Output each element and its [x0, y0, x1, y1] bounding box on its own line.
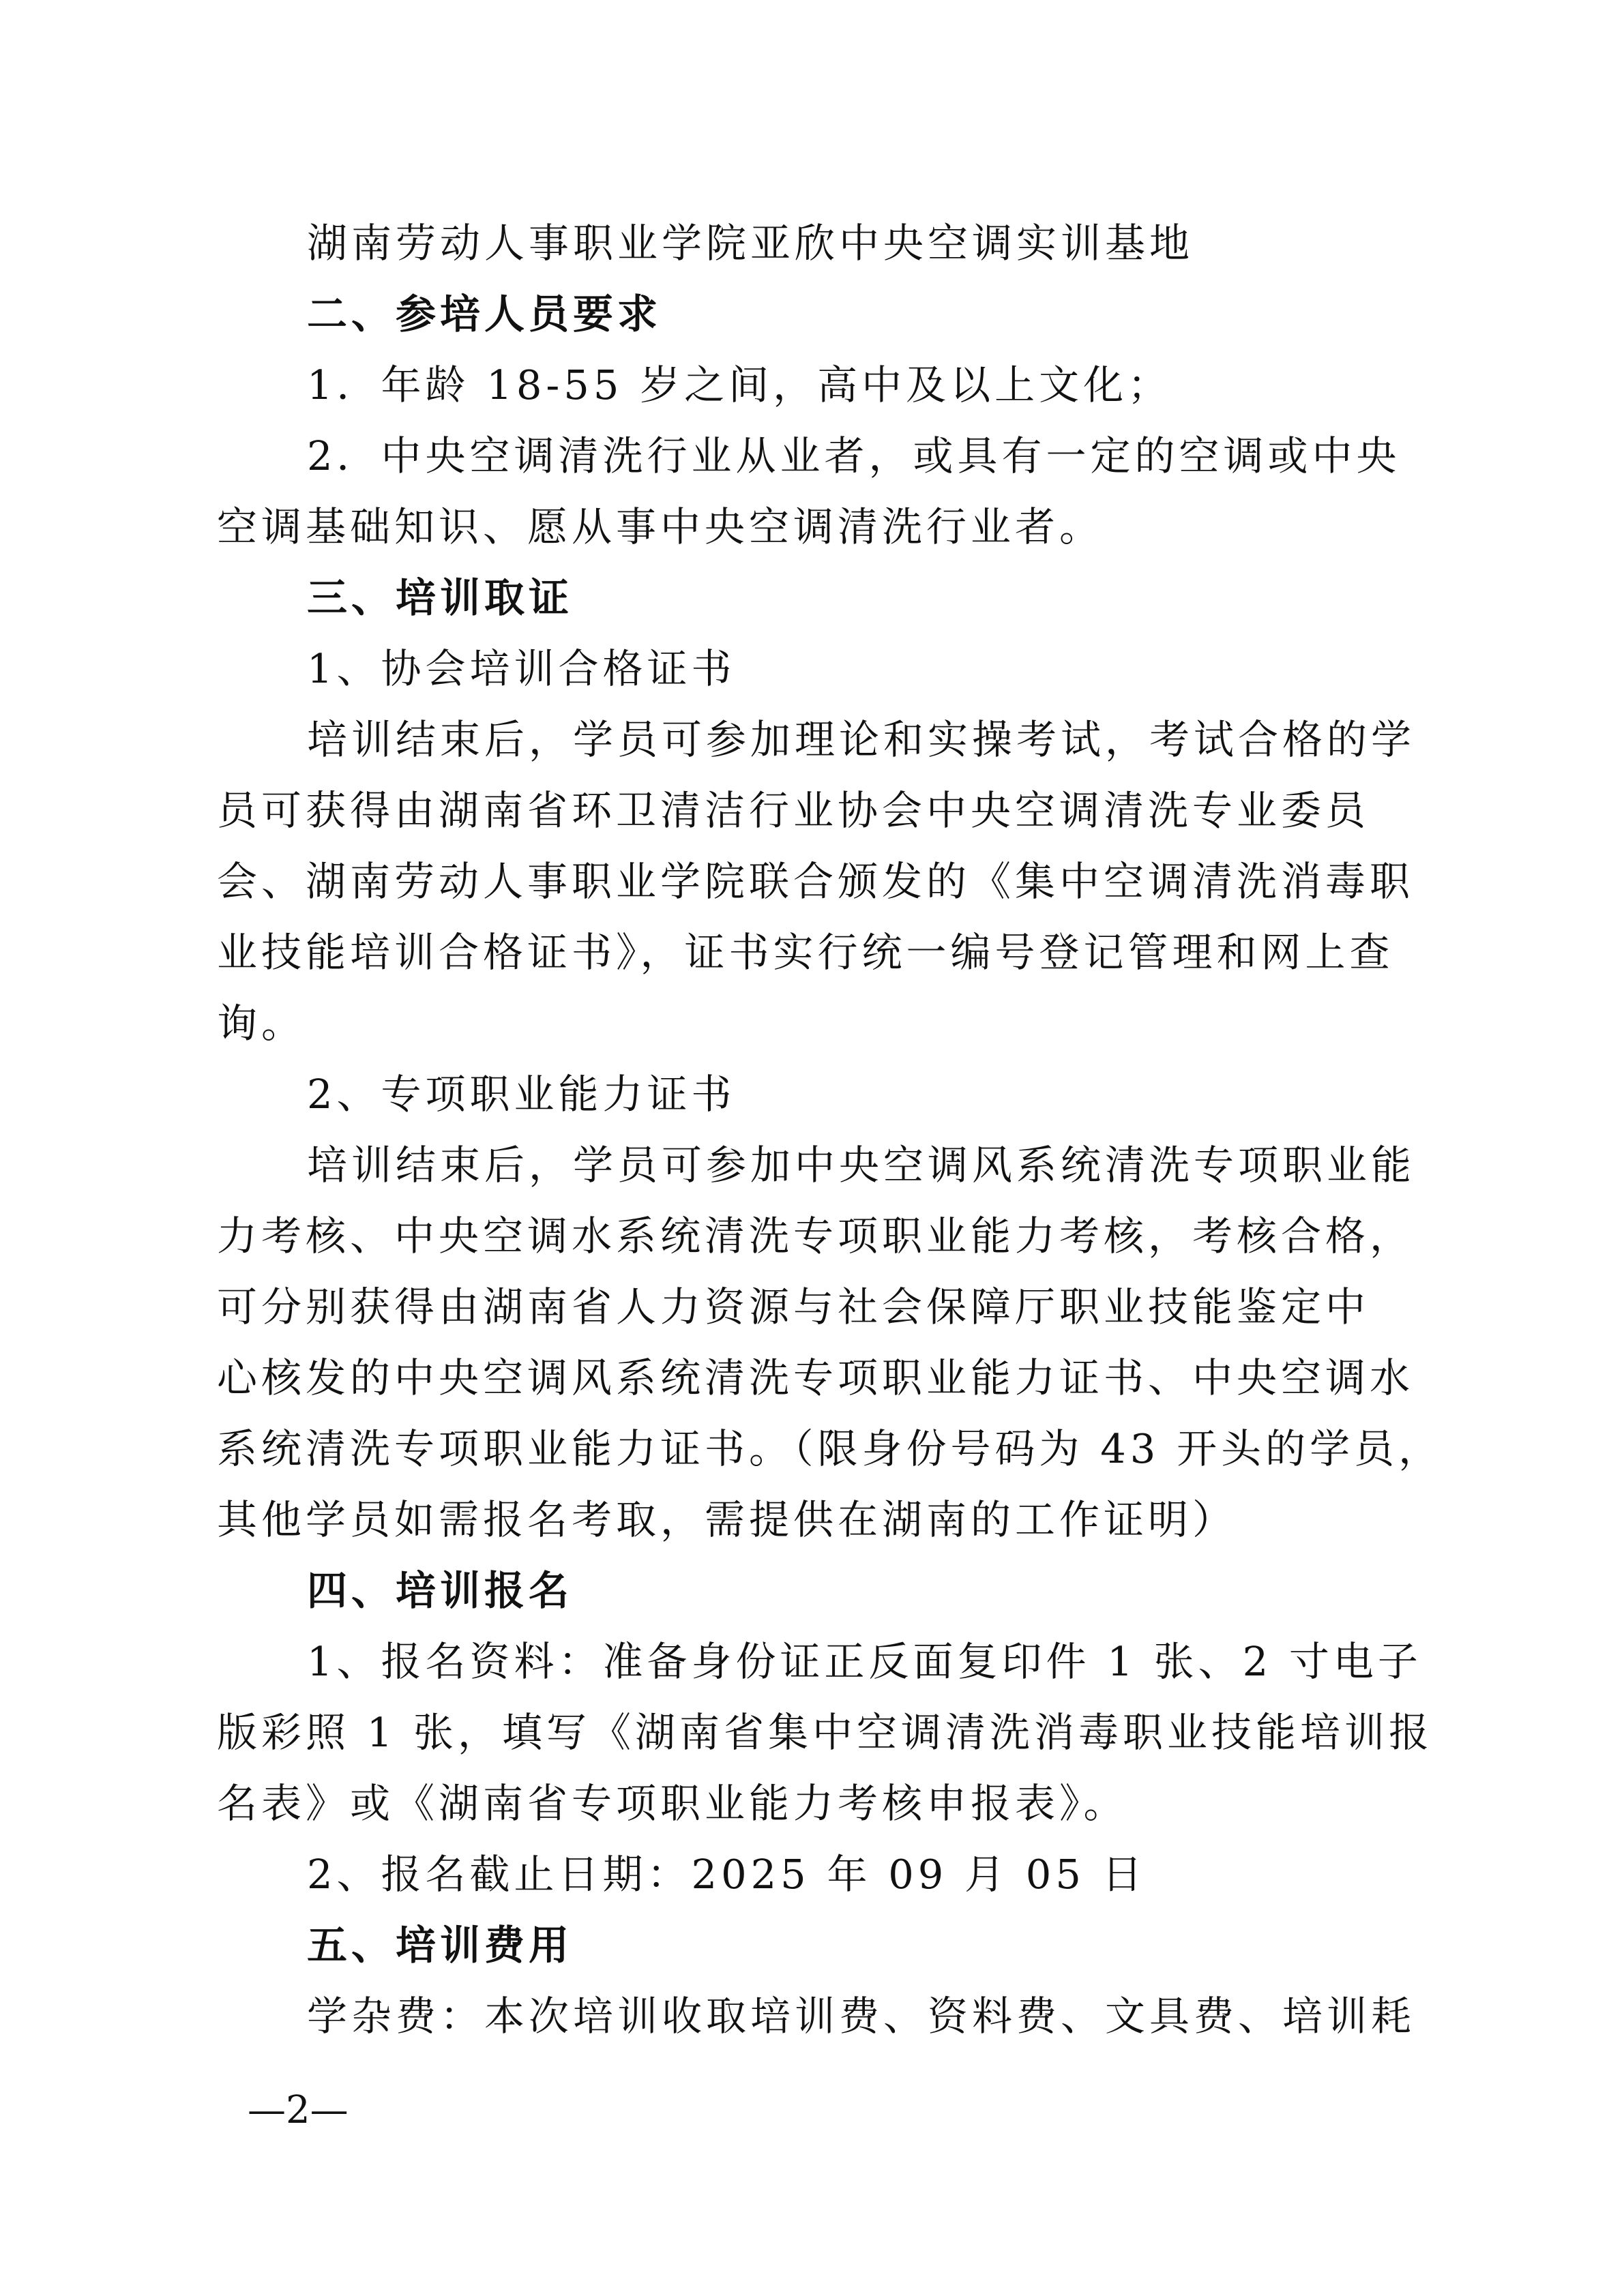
text-line: 员可获得由湖南省环卫清洁行业协会中央空调清洗专业委员	[217, 787, 1370, 834]
text-line: 1、报名资料：准备身份证正反面复印件 1 张、2 寸电子	[307, 1638, 1422, 1685]
text-line: 其他学员如需报名考取，需提供在湖南的工作证明）	[217, 1496, 1237, 1543]
text-line: 培训结束后，学员可参加中央空调风系统清洗专项职业能	[307, 1142, 1416, 1189]
text-line: 会、湖南劳动人事职业学院联合颁发的《集中空调清洗消毒职	[217, 858, 1415, 905]
text-line: 湖南劳动人事职业学院亚欣中央空调实训基地	[307, 220, 1194, 267]
text-line: 培训结束后，学员可参加理论和实操考试，考试合格的学	[307, 716, 1416, 763]
text-line: 可分别获得由湖南省人力资源与社会保障厅职业技能鉴定中	[217, 1283, 1370, 1330]
section-heading: 五、培训费用	[307, 1922, 574, 1969]
page-number: —2—	[248, 2088, 349, 2132]
text-line: 2、报名截止日期：2025 年 09 月 05 日	[307, 1851, 1147, 1898]
text-line: 学杂费：本次培训收取培训费、资料费、文具费、培训耗	[307, 1993, 1416, 2040]
text-line: 心核发的中央空调风系统清洗专项职业能力证书、中央空调水	[217, 1354, 1415, 1401]
section-heading: 三、培训取证	[307, 574, 574, 621]
section-heading: 四、培训报名	[307, 1567, 574, 1614]
text-line: 1．年龄 18-55 岁之间，高中及以上文化；	[307, 361, 1172, 408]
section-heading: 二、参培人员要求	[307, 290, 662, 338]
text-line: 询。	[217, 1000, 306, 1047]
text-line: 2．中央空调清洗行业从业者，或具有一定的空调或中央	[307, 432, 1401, 479]
text-line: 空调基础知识、愿从事中央空调清洗行业者。	[217, 503, 1104, 550]
text-line: 系统清洗专项职业能力证书。（限身份号码为 43 开头的学员，	[217, 1425, 1443, 1472]
text-line: 2、专项职业能力证书	[307, 1071, 736, 1118]
text-line: 名表》或《湖南省专项职业能力考核申报表》。	[217, 1780, 1128, 1827]
text-line: 1、协会培训合格证书	[307, 645, 736, 692]
text-line: 业技能培训合格证书》，证书实行统一编号登记管理和网上查	[217, 929, 1394, 976]
text-line: 版彩照 1 张，填写《湖南省集中空调清洗消毒职业技能培训报	[217, 1709, 1434, 1756]
text-line: 力考核、中央空调水系统清洗专项职业能力考核，考核合格，	[217, 1212, 1415, 1259]
document-body	[217, 208, 1443, 2052]
